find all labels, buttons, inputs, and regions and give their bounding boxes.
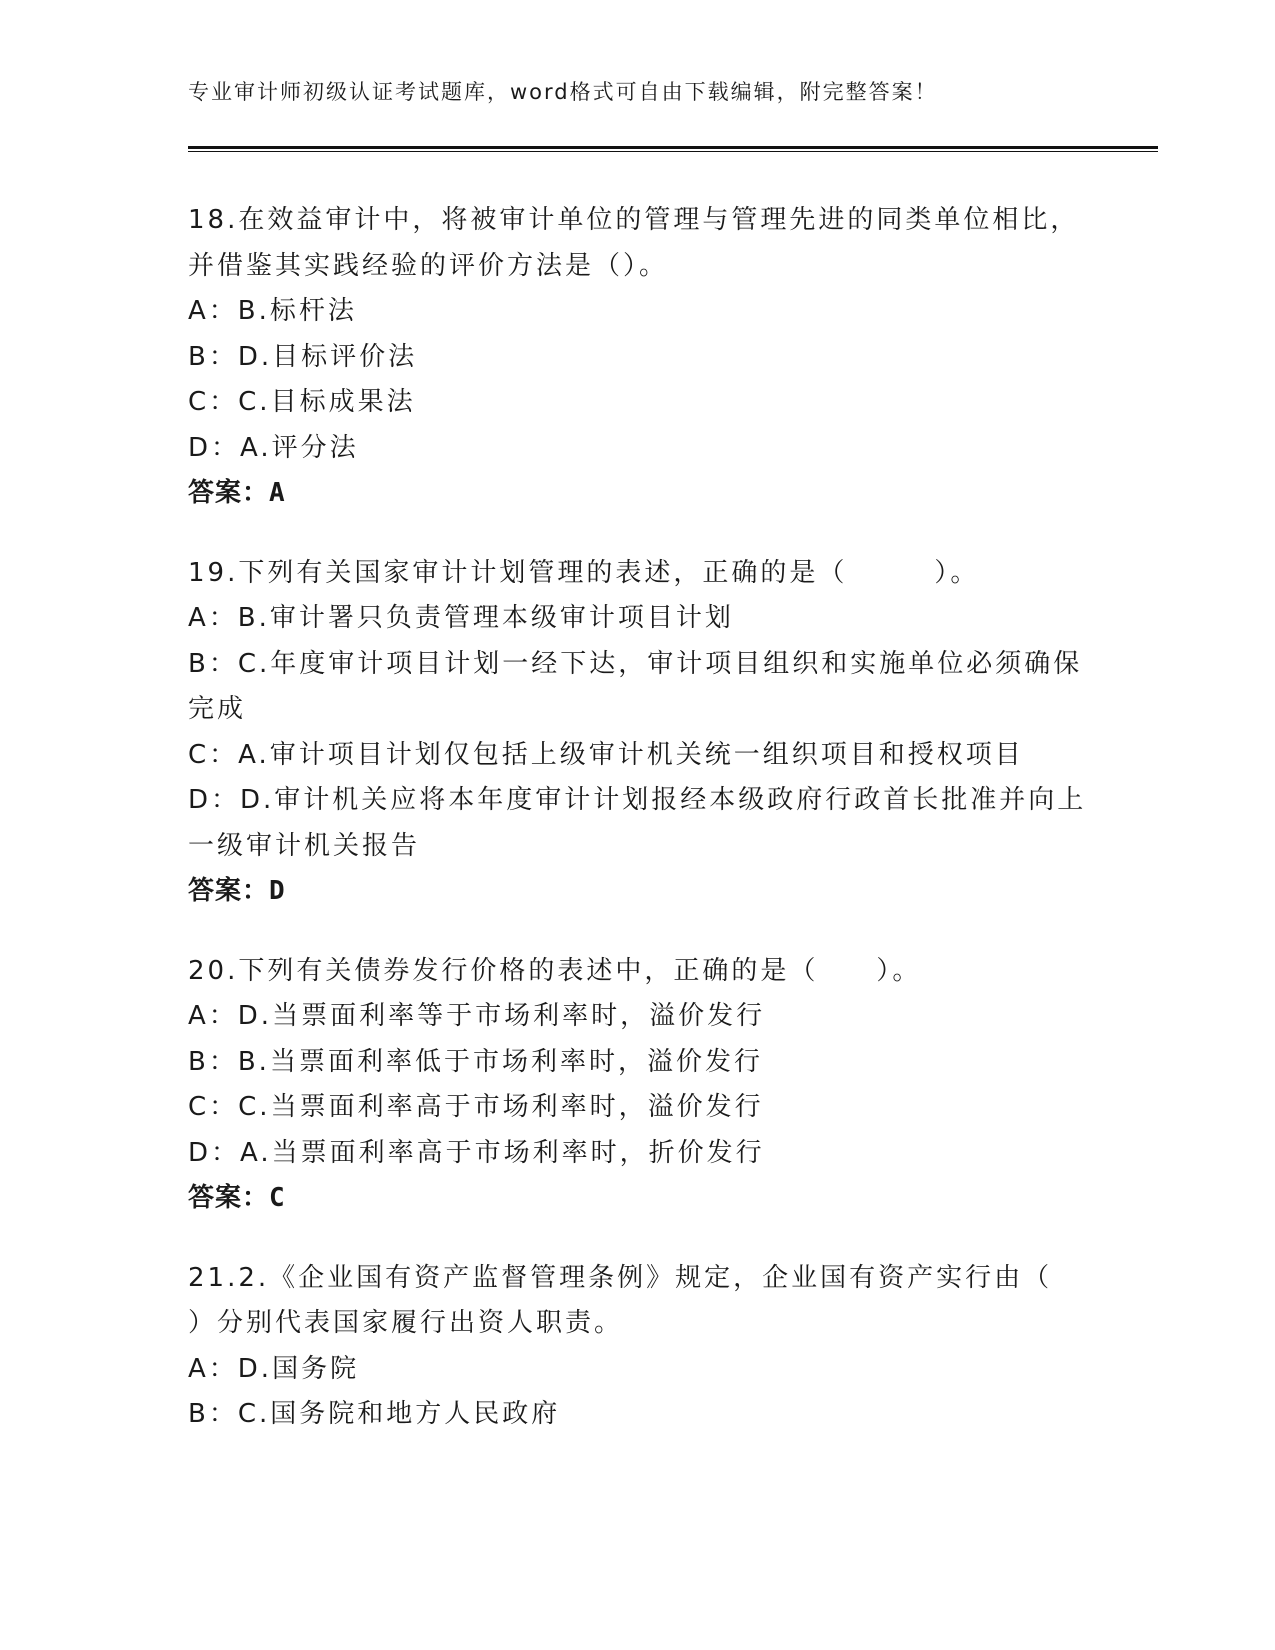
answer-line (188, 1176, 1088, 1222)
answer-line (188, 869, 1088, 915)
answer-line (188, 471, 1088, 517)
answer-value: A (269, 478, 286, 508)
question-list (188, 198, 1088, 1472)
stem-line: 18.在效益审计中，将被审计单位的管理与管理先进的同类单位相比， (188, 205, 1080, 235)
option-b: B：B.当票面利率低于市场利率时，溢价发行 (188, 1046, 763, 1077)
question-stem (188, 1256, 1088, 1347)
question-18 (188, 198, 1088, 517)
answer-label: 答案： (188, 876, 270, 906)
option-b: B：C.国务院和地方人民政府 (188, 1399, 561, 1429)
stem-line: 19.下列有关国家审计计划管理的表述，正确的是（ ）。 (188, 557, 980, 588)
option-a: A：B.标杆法 (188, 296, 357, 326)
answer-label: 答案： (188, 1183, 270, 1213)
option-d-continued: 一级审计机关报告 (188, 830, 421, 861)
question-21 (188, 1256, 1088, 1438)
answer-value: C (269, 1183, 286, 1213)
option-d: D：A.当票面利率高于市场利率时，折价发行 (188, 1137, 765, 1168)
stem-line: 并借鉴其实践经验的评价方法是（）。 (188, 250, 669, 281)
option-b: B：D.目标评价法 (188, 341, 418, 372)
question-stem (188, 551, 1088, 597)
option-b: B：C.年度审计项目计划一经下达，审计项目组织和实施单位必须确保 (188, 648, 1083, 679)
header-rule-thin (188, 151, 1158, 152)
page-header: 专业审计师初级认证考试题库，word格式可自由下载编辑，附完整答案！ (188, 80, 938, 104)
answer-label: 答案： (188, 478, 270, 508)
stem-line: 20.下列有关债券发行价格的表述中，正确的是（ ）。 (188, 955, 922, 986)
option-c: C：C.当票面利率高于市场利率时，溢价发行 (188, 1092, 764, 1122)
stem-line: ）分别代表国家履行出资人职责。 (188, 1308, 624, 1338)
question-stem (188, 198, 1088, 289)
question-20 (188, 949, 1088, 1222)
option-c: C：C.目标成果法 (188, 387, 416, 417)
option-c: C：A.审计项目计划仅包括上级审计机关统一组织项目和授权项目 (188, 739, 1024, 770)
option-d: D：A.评分法 (188, 432, 359, 463)
question-19 (188, 551, 1088, 915)
option-d: D：D.审计机关应将本年度审计计划报经本级政府行政首长批准并向上 (188, 785, 1087, 815)
header-rule-thick (188, 146, 1158, 149)
option-a: A：D.当票面利率等于市场利率时，溢价发行 (188, 1001, 766, 1031)
option-a: A：D.国务院 (188, 1353, 360, 1384)
question-stem (188, 949, 1088, 995)
option-b-continued: 完成 (188, 694, 247, 724)
stem-line: 21.2.《企业国有资产监督管理条例》规定，企业国有资产实行由（ (188, 1262, 1053, 1293)
answer-value: D (269, 876, 286, 906)
option-a: A：B.审计署只负责管理本级审计项目计划 (188, 603, 734, 633)
